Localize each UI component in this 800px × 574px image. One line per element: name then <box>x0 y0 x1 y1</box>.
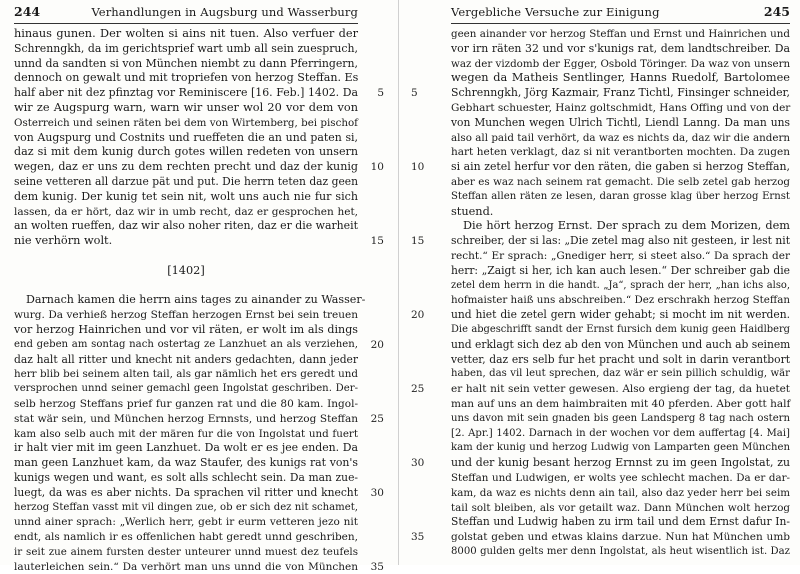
text-line <box>451 71 790 86</box>
line-text: Osterreich und seinen räten bei dem von Wirtemberg, bei pischof <box>14 116 358 129</box>
text-line <box>451 42 790 57</box>
text-line <box>14 501 358 516</box>
line-text: man auf uns an dem haimbraiten mit 40 pferden. Aber gott half <box>451 397 791 410</box>
line-text: man geen Lanzhuet kam, da waz Staufer, des kunigs rat von's <box>14 456 358 470</box>
line-text: end geben am sontag nach ostertag ze Lanzhuet an als verziehen, <box>14 338 358 350</box>
text-line <box>451 27 790 42</box>
line-text: lassen, da er hört, daz wir in umb recht, daz er gesprochen het, <box>14 205 358 218</box>
line-text: herzog Steffan vasst mit vil dingen zue, ob er sich dez nit schamet, <box>14 501 358 513</box>
line-text: [2. Apr.] 1402. Darnach in der wochen vor dem auffertag [4. Mai] <box>451 427 790 439</box>
text-line <box>14 116 358 131</box>
line-text: vetter, daz ers selb fur het pracht und solt in darin verantbort <box>451 352 790 366</box>
text-line <box>411 530 790 545</box>
line-number: 35 <box>411 531 425 544</box>
text-line <box>451 515 790 530</box>
right-page-header <box>451 4 790 24</box>
text-line <box>14 145 358 160</box>
line-text: wurg. Da verhieß herzog Steffan herzogen Ernst bei sein treuen <box>14 309 358 322</box>
text-line <box>451 397 790 412</box>
line-text: versprochen unnd seiner gemachl geen Ingolstat geschriben. Der- <box>14 383 358 395</box>
line-text: seine vetteren all darzue pät und put. Die herrn teten daz geen <box>14 174 358 188</box>
line-text: Steffan und Ludwigen, er wolts yee schlecht machen. Da er dar- <box>451 471 790 484</box>
line-text: von Augspurg und Costnits und rueffeten die an und paten si, <box>14 130 358 144</box>
right-page-text <box>411 27 791 560</box>
line-text: herr blib bei seinem alten tail, als gar nämlich het ers geredt und <box>14 368 358 381</box>
text-line <box>411 160 790 175</box>
line-text: herr: „Zaigt si her, ich kan auch lesen.“ Der schreiber gab die <box>451 263 790 277</box>
text-line <box>451 323 790 338</box>
text-line <box>451 367 790 382</box>
text-line <box>451 486 790 501</box>
line-text: ir halt vier mit im geen Lanzhuet. Da wolt er es jee enden. Da <box>14 441 358 455</box>
text-line <box>14 382 358 397</box>
line-text: kunigs wegen und want, es solt alls schlecht sein. Da man zue- <box>14 470 358 484</box>
text-line <box>451 353 790 368</box>
text-line <box>451 471 790 486</box>
text-line <box>14 353 358 368</box>
right-page <box>398 0 800 565</box>
line-text: tail solt bleiben, als vor getailt waz. Dann München wolt herzog <box>451 501 790 514</box>
line-text: Darnach kamen die herrn ains tages zu ainander zu Wasser- <box>26 293 366 307</box>
line-text: ir seit zue ainem fursten dester unteurer unnd muest dez teufels <box>14 545 358 558</box>
line-number: 10 <box>411 161 425 174</box>
line-text: lauterleichen sein.“ Da verhört man uns unnd die von München <box>14 560 358 573</box>
line-text: wegen da Matheis Sentlinger, Hanns Ruedolf, Bartolomee <box>451 71 790 85</box>
text-line <box>411 382 790 397</box>
line-text: vor herzog Hainrichen und vor vil räten, er wolt im als dings <box>14 322 358 336</box>
line-text: daz halt all ritter und knecht nit anders gedachten, dann jeder <box>14 352 358 366</box>
text-line <box>14 131 358 146</box>
line-text: schreiber, der si las: „Die zetel mag also nit gesteen, ir lest nit <box>451 234 790 248</box>
text-line <box>14 264 358 279</box>
text-line <box>14 338 384 353</box>
line-text: hofmaister haiß uns abschreiben.“ Dez erschrakh herzog Steffan <box>451 294 790 307</box>
page-number: 245 <box>763 4 790 19</box>
line-text: uns davon mit sein gnaden bis geen Landsperg 8 tag nach ostern <box>451 412 790 424</box>
text-line <box>451 116 790 131</box>
line-text: golstat geben und etwas klains darzue. Nun hat München umb <box>451 531 790 544</box>
text-line <box>14 279 358 294</box>
line-text: Gebhart schuester, Hainz goltschmidt, Hans Offing und von der <box>451 101 791 114</box>
text-line <box>411 234 790 249</box>
text-line <box>451 412 790 427</box>
text-line <box>451 57 790 72</box>
text-line <box>14 190 358 205</box>
line-text: haben, das vil leut sprechen, daz wär er sein pillich schuldig, wär <box>451 368 790 380</box>
text-line <box>14 86 384 101</box>
line-text: kam der kunig und herzog Ludwig von Lamparten geen München <box>451 442 790 454</box>
line-text: er halt nit sein vetter gewesen. Also ergieng der tag, da huetet <box>451 383 790 396</box>
line-text: und der kunig besant herzog Ernnst zu im geen Ingolstat, zu <box>451 456 790 470</box>
text-line <box>14 397 358 412</box>
text-line <box>14 545 358 560</box>
text-line <box>14 42 358 57</box>
line-text: unnd da sandten si von München niembt zu dann Pferringern, <box>14 56 358 70</box>
line-text: von Munchen wegen Ulrich Tichtl, Liendl Lanng. Da man uns <box>451 115 790 129</box>
line-text: daz si mit dem kunig durch gotes willen redeten von unsern <box>14 145 358 159</box>
text-line <box>14 485 384 501</box>
text-line <box>14 412 384 427</box>
text-line <box>451 279 790 294</box>
line-text: Steffan allen räten ze lesen, daran grosse klag über herzog Ernst <box>451 190 790 202</box>
text-line <box>14 205 358 220</box>
line-text: nie verhörn wolt. <box>14 234 113 248</box>
text-line <box>451 131 790 146</box>
line-number: 30 <box>411 457 425 470</box>
text-line <box>14 471 358 486</box>
text-line <box>14 308 358 323</box>
text-line <box>451 205 790 220</box>
line-text: also all paid tail verhört, da waz es nichts da, daz wir die andern <box>451 131 790 144</box>
text-line <box>14 219 358 234</box>
line-text: und hiet die zetel gern wider gehabt; si mocht im nit werden. <box>451 308 790 322</box>
text-line <box>14 160 384 175</box>
line-text: stuend. <box>451 204 494 218</box>
text-line <box>14 427 358 442</box>
running-head: Verhandlungen in Augsburg und Wasserburg <box>91 5 358 19</box>
line-text: vor irn räten 32 und vor s'kunigs rat, dem landtschreiber. Da <box>451 41 790 55</box>
line-text: wir ze Augspurg warn, warn wir unser wol 20 vor dem von <box>14 100 358 114</box>
text-line <box>451 338 790 353</box>
running-head: Vergebliche Versuche zur Einigung <box>451 5 660 19</box>
text-line <box>411 308 790 323</box>
line-number: 20 <box>411 309 425 322</box>
line-text: kam also selb auch mit der mären fur die von Ingolstat und fuert <box>14 427 358 440</box>
text-line <box>14 441 358 456</box>
line-text: unnd ainer sprach: „Werlich herr, gebt ir eurm vetteren jezo nit <box>14 516 358 529</box>
line-text: [1402] <box>167 263 205 277</box>
text-line <box>14 367 358 382</box>
line-number: 25 <box>411 383 425 396</box>
line-text: waz der vizdomb der Egger, Osbold Töringer. Da waz von unsern <box>451 57 791 70</box>
line-number: 5 <box>411 87 418 100</box>
text-line <box>411 456 790 471</box>
line-text: aber es waz nach seinem rat gemacht. Die selb zetel gab herzog <box>451 175 790 188</box>
line-text: Schrenngkh, da im gerichtsprief wart umb all sein zuespruch, <box>14 41 358 55</box>
line-number: 10 <box>370 161 384 174</box>
text-line <box>451 441 790 456</box>
line-text: an wolten rueffen, daz wir also noher riten, daz er die warheit <box>14 219 358 233</box>
text-line <box>451 219 790 234</box>
text-line <box>451 145 790 160</box>
page-number: 244 <box>14 4 41 19</box>
text-line <box>14 57 358 72</box>
line-number: 25 <box>370 412 384 425</box>
line-text: Die hört herzog Ernst. Der sprach zu dem Morizen, dem <box>463 219 790 233</box>
text-line <box>14 530 358 545</box>
line-text: stat wär sein, und München herzog Ernnsts, und herzog Steffan <box>14 412 358 425</box>
line-text: hinaus gunen. Der wolten si ains nit tuen. Also verfuer der <box>14 27 358 40</box>
line-number: 30 <box>370 486 384 499</box>
text-line <box>14 249 358 264</box>
text-line <box>14 234 384 249</box>
line-text: zetel dem herrn in die handt. „Ja“, sprach der herr, „han ichs also, <box>451 279 790 291</box>
line-text: dennoch on gewalt und mit tropriefen von herzog Steffan. Es <box>14 71 359 85</box>
line-text: Steffan und Ludwig haben zu irm tail und dem Ernst dafur In- <box>451 515 790 529</box>
line-text: geen ainander vor herzog Steffan und Ernst und Hainrichen und <box>451 28 790 40</box>
text-line <box>451 545 790 560</box>
text-line <box>451 501 790 516</box>
line-text: dem kunig. Der kunig tet sein nit, wolt uns auch nie fur sich <box>14 189 358 203</box>
line-number: 35 <box>370 560 384 573</box>
text-line <box>14 101 358 116</box>
line-text: Die abgeschrifft sandt der Ernst fursich dem kunig geen Haidlberg <box>451 323 790 335</box>
text-line <box>451 101 790 116</box>
left-page-text <box>14 27 384 574</box>
line-number: 15 <box>411 235 425 248</box>
line-text: Schrenngkh, Jörg Kazmair, Franz Tichtl, Finsinger schneider, <box>451 86 790 100</box>
text-line <box>451 293 790 308</box>
text-line <box>411 86 790 101</box>
text-line <box>14 175 358 190</box>
text-line <box>451 264 790 279</box>
line-text: si ain zetel herfur vor den räten, die gaben si herzog Steffan, <box>451 160 790 174</box>
line-text: 8000 gulden gelts mer denn Ingolstat, als heut wisentlich ist. Daz <box>451 545 790 557</box>
line-text: kam, da waz es nichts denn ain tail, also daz yeder herr bei seim <box>451 486 790 499</box>
text-line <box>451 427 790 442</box>
left-page <box>0 0 398 573</box>
left-page-header <box>14 4 358 24</box>
text-line <box>14 293 366 308</box>
line-text: selb herzog Steffans prief fur ganzen rat und die 80 kam. Ingol- <box>14 397 358 410</box>
line-text: half aber nit dez pfinztag vor Reminiscere [16. Feb.] 1402. Da <box>14 86 358 100</box>
line-number: 5 <box>377 87 384 100</box>
line-number: 15 <box>370 235 384 248</box>
text-line <box>14 71 358 86</box>
line-text: endt, als namlich ir es offenlichen habt geredt unnd geschriben, <box>14 531 358 544</box>
line-text: luegt, da was es aber nichts. Da sprachen vil ritter und knecht <box>14 485 358 499</box>
text-line <box>14 456 358 471</box>
line-number: 20 <box>370 338 384 351</box>
line-text: wegen, daz er uns zu dem rechten precht und daz der kunig <box>14 160 358 174</box>
text-line <box>14 27 358 42</box>
line-text: recht.“ Er sprach: „Gnediger herr, si steet also.“ Da sprach der <box>451 249 790 262</box>
line-text: hart heten verklagt, daz si nit verantborten mochten. Da zugen <box>451 146 790 159</box>
text-line <box>451 175 790 190</box>
text-line <box>451 190 790 205</box>
text-line <box>14 323 358 338</box>
line-text: und erklagt sich dez ab den von München und auch ab seinem <box>451 337 791 351</box>
text-line <box>14 515 358 530</box>
text-line <box>451 249 790 264</box>
text-line <box>14 560 384 574</box>
